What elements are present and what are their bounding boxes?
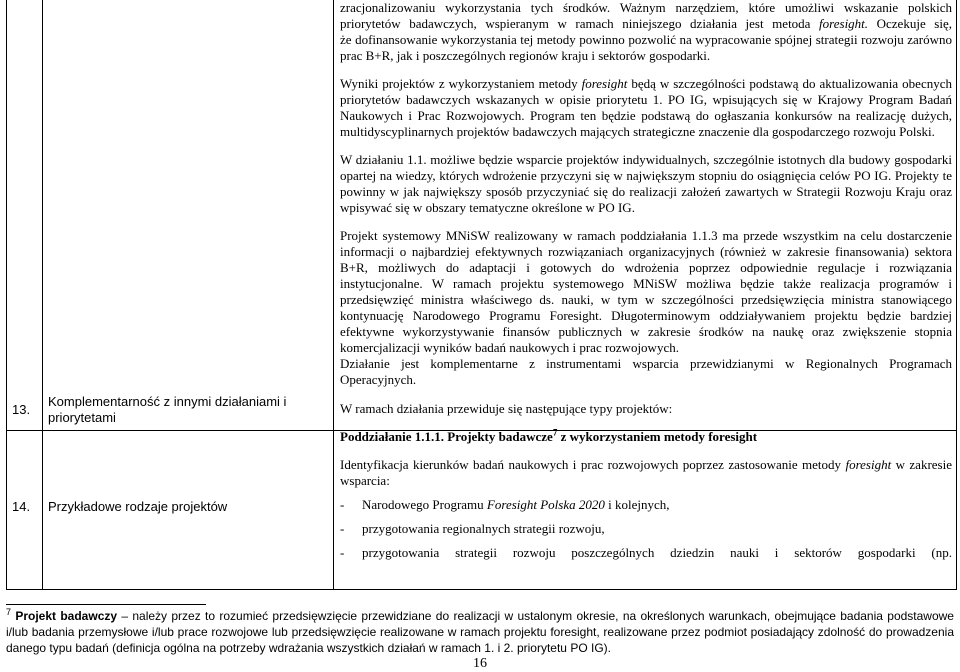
bullet-dash: - — [340, 497, 345, 512]
content-column — [340, 0, 952, 561]
footnote-separator — [6, 604, 206, 605]
subaction-heading — [340, 429, 952, 445]
paragraph-complementarity: Działanie jest komplementarne z instrumentami wsparcia przewidzianymi w Regionalnych Programach Operacyjnych. — [340, 356, 952, 387]
bullet-dash: - — [340, 521, 345, 536]
row-14-label: Przykładowe rodzaje projektów — [48, 499, 228, 514]
bullet-item — [340, 497, 952, 513]
text-run: przygotowania strategii rozwoju poszczególnych dziedzin nauki i sektorów gospodarki (np. — [362, 545, 952, 560]
table-border-left — [6, 0, 7, 590]
bullet-item — [340, 545, 952, 561]
bullet-dash: - — [340, 545, 345, 560]
text-run: przygotowania regionalnych strategii rozwoju, — [362, 521, 605, 536]
italic-title: Foresight Polska 2020 — [486, 497, 605, 512]
row-13-label-line1: Komplementarność z innymi działaniami i — [48, 394, 287, 409]
text-run: Oczekuje się, — [868, 16, 952, 31]
row-13-label-line2: priorytetami — [48, 410, 116, 425]
table-border-bottom — [6, 589, 957, 590]
page-number: 16 — [473, 656, 487, 671]
text-run: Narodowego Programu — [362, 497, 487, 512]
footnote-term: Projekt badawczy — [15, 609, 118, 623]
table-col-divider-1 — [42, 0, 43, 590]
row-14-number: 14. — [12, 499, 31, 514]
italic-foresight: foresight. — [819, 16, 869, 31]
paragraph-strategy-l2 — [340, 16, 952, 32]
paragraph-project-types: W ramach działania przewiduje się następujące typy projektów: — [340, 401, 673, 416]
footnote — [6, 608, 954, 656]
text-run: Identyfikacja kierunków badań naukowych i prac rozwojowych poprzez zastosowanie metody — [340, 457, 846, 472]
paragraph-identification — [340, 457, 952, 489]
table-border-right — [956, 0, 957, 590]
paragraph-results — [340, 76, 952, 140]
paragraph-strategy-rest: że dofinansowanie wykorzystania tej metody powinno pozwolić na wypracowanie spójnej strategii rozwoju zarówno prac B+R, jak i poszczególnych regionów kraju i sektorów gospodarki. — [340, 32, 952, 63]
heading-text: Poddziałanie 1.1.1. Projekty badawcze — [340, 429, 553, 444]
table-col-divider-2 — [333, 0, 334, 590]
italic-foresight: foresight — [845, 457, 892, 472]
row-13-number: 13. — [12, 402, 31, 417]
text-run: Wyniki projektów z wykorzystaniem metody — [340, 76, 582, 91]
text-run: będą w szczególności podstawą do aktualizowania obecnych priorytetów badawczych wskazanych w opisie priorytetu 1. PO IG, wpisujących się w Krajowy Program Badań Naukowych i Prac Rozwojowych. Program ten będzie podstawą do ogłaszania konkursów na realizację dużych, multidyscyplinarnych projektów badawczych mających strategiczne znaczenie dla gospodarczego rozwoju Polski. — [340, 76, 952, 139]
paragraph-system-project: Projekt systemowy MNiSW realizowany w ramach poddziałania 1.1.3 ma przede wszystkim na celu dostarczenie informacji o najbardziej efektywnych rozwiązaniach organizacyjnych (również w zakresie finansowania) sektora B+R, możliwych do adaptacji i gotowych do wdrożenia poprzez odpowiednie regulacje i rozwiązania instytucjonalne. W ramach projektu systemowego MNiSW możliwa będzie także realizacja programów i przedsięwzięć ministra właściwego ds. nauki, w tym w szczególności przedsięwzięcia ministra stanowiącego kontynuację Narodowego Programu Foresight. Długoterminowym oddziaływaniem projektu będzie bardziej efektywne wykorzystywanie finansów publicznych w zakresie środków na naukę oraz zwiększenie stopnia komercjalizacji wyników badań naukowych i prac rozwojowych. — [340, 228, 952, 355]
bullet-item — [340, 521, 952, 537]
footnote-ref: 7 — [552, 427, 558, 438]
paragraph-action-1-1: W działaniu 1.1. możliwe będzie wsparcie projektów indywidualnych, szczególnie istotnych dla budowy gospodarki opartej na wiedzy, których wdrożenie przyczyni się w największym stopniu do osiągnięcia celów PO IG. Projekty te powinny w jak największy sposób przyczyniać się do realizacji założeń zawartych w Strategii Rozwoju Kraju oraz wpisywać się w obszary tematyczne określone w PO IG. — [340, 152, 952, 215]
paragraph-strategy-l1 — [340, 0, 952, 16]
footnote-text: – należy przez to rozumieć przedsięwzięcie przewidziane do realizacji w ustalonym okresie, na określonych warunkach, obejmujące badania podstawowe i/lub badania przemysłowe i/lub prace rozwojowe lub przedsięwzięcie realizowane w ramach projektu foresight, realizowane przez podmiot posiadający zdolność do prowadzenia danego typu badań (definicja ogólna na potrzeby wdrażania wszystkich działań w ramach 1. i 2. priorytetu PO IG). — [6, 609, 954, 655]
text-run: priorytetów badawczych, wspieranym w ramach niniejszego działania jest metoda — [340, 16, 820, 31]
text-run: zracjonalizowaniu wykorzystania tych środków. Ważnym narzędziem, które umożliwi wskazanie polskich — [340, 0, 952, 15]
footnote-mark: 7 — [6, 607, 12, 617]
text-run: w zakresie wsparcia: — [340, 457, 952, 488]
text-run: i kolejnych, — [604, 497, 670, 512]
row-13-label — [48, 394, 330, 426]
italic-foresight: foresight — [581, 76, 628, 91]
heading-text: z wykorzystaniem metody foresight — [557, 429, 758, 444]
